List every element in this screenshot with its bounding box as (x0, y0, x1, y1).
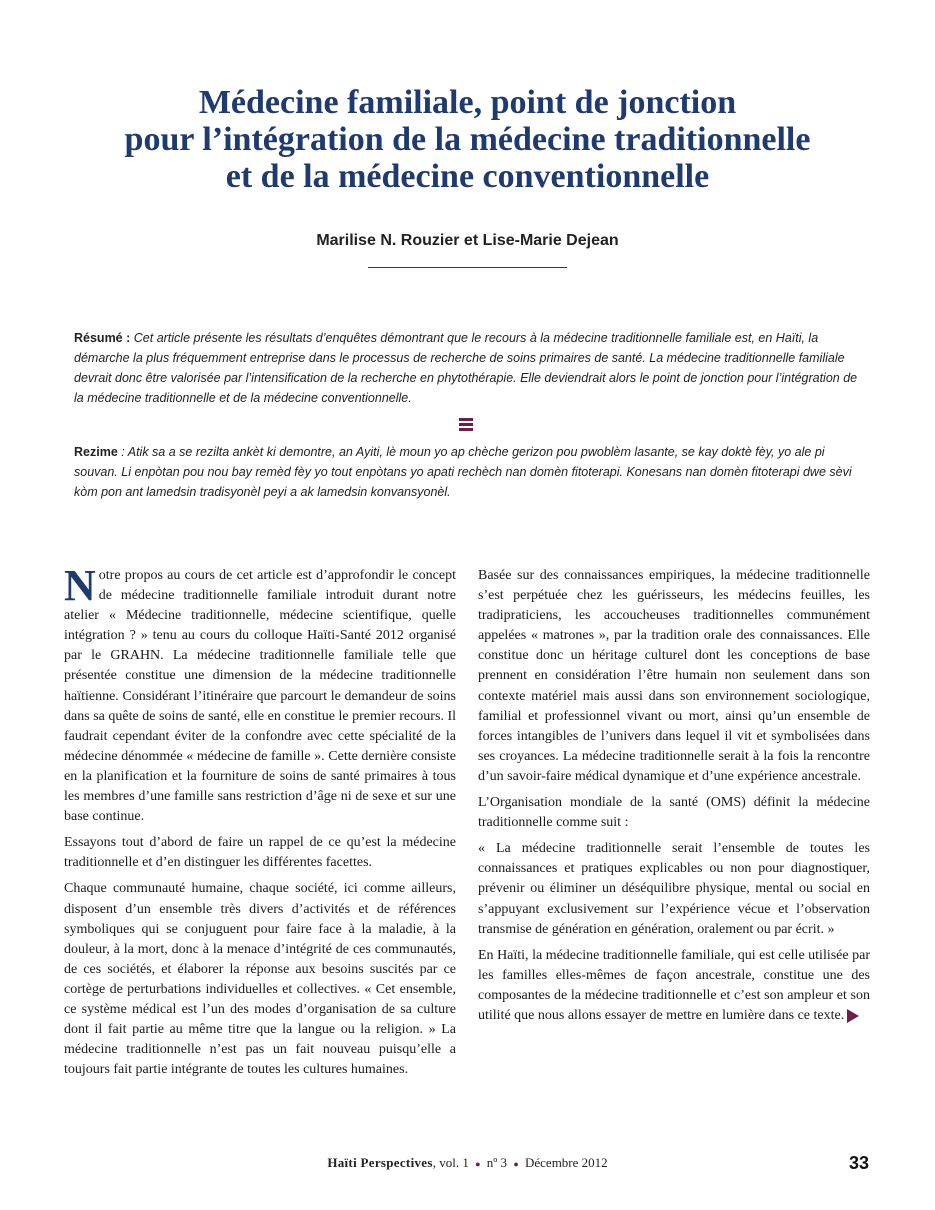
paragraph (478, 946, 870, 1026)
abstract-creole-text: : Atik sa a se rezilta ankèt ki demontre, an Ayiti, lè moun yo ap chèche gerizon pou pwoblèm lasante, se kay doktè fèy, yo ale pi souvan. Li enpòtan pou nou bay remèd fèy yo tout enpòtans yo apati rechèch nan domèn fitoterapi. Konesans nan domèn fitoterapi dwe sèvi kòm pon ant lamedsin tradisyonèl peyi a ak lamedsin konvansyonèl. (74, 445, 852, 499)
paragraph: Chaque communauté humaine, chaque société, ici comme ailleurs, disposent d’un ensemble très divers d’activités et de références symboliques qui se conjuguent pour faire face à la maladie, à la douleur, à la mort, donc à la menace d’intégrité de ces communautés, de ces sociétés, et élaborer la réponse aux besoins suscités par ce cortège de perturbations individuelles et collectives. « Cet ensemble, ce système médical est l’un des modes d’organisation de sa culture dont il fait partie au même titre que la langue ou la religion. » La médecine traditionnelle n’est pas un fait nouveau puisqu’elle a toujours fait partie intégrante de toutes les cultures humaines. (64, 881, 456, 1078)
drop-cap: N (64, 561, 96, 610)
paragraph: Basée sur des connaissances empiriques, la médecine traditionnelle s’est perpétuée chez les guérisseurs, les médecins feuilles, les tradipraticiens, les accoucheuses traditionnelles communément appelées « matrones », par la tradition orale des connaissances. Elle constitue donc un héritage culturel dont les conceptions de base prennent en considération l’être humain non seulement dans son contexte matériel mais aussi dans son environnement sociologique, familial et professionnel vivant ou mort, ainsi qu’un ensemble de forces intangibles de l’univers dans lequel il vit et symbolisées dans ses croyances. La médecine traditionnelle serait à la fois la rencontre d’un savoir-faire médical dynamique et d’une expérience ancestrale. (478, 568, 870, 784)
abstract-french-label: Résumé : (74, 331, 131, 345)
title-line: Médecine familiale, point de jonction (198, 84, 737, 121)
paragraph: Essayons tout d’abord de faire un rappel de ce qu’est la médecine traditionnelle et d’en distinguer les différentes facettes. (64, 835, 456, 871)
article-title (40, 84, 895, 195)
abstract-french (74, 328, 864, 408)
abstract-creole (74, 442, 864, 502)
paragraph: L’Organisation mondiale de la santé (OMS) définit la médecine traditionnelle comme suit : (478, 795, 870, 831)
paragraph-text: otre propos au cours de cet article est d’approfondir le concept de médecine traditionnelle familiale introduit durant notre atelier « Médecine traditionnelle, médecine scientifique, quelle intégration ? » tenu au cours du colloque Haïti-Santé 2012 organisé par le GRAHN. La médecine traditionnelle familiale telle que présentée constitue une dimension de la médecine traditionnelle haïtienne. Considérant l’itinéraire que parcourt le demandeur de soins dans sa quête de soins de santé, elle en constitue le premier recours. Il faudrait cependant éviter de la confondre avec cette spécialité de la médecine dénommée « médecine de famille ». Cette dernière consiste en la planification et la fourniture de soins de santé primaires à tous les membres d’une famille sans restriction d’âge ni de sexe et sur une base continue. (64, 568, 456, 825)
journal-volume: , vol. 1 (432, 1155, 469, 1170)
author-divider (368, 267, 567, 268)
bullet-icon: ● (475, 1159, 481, 1170)
bullet-icon: ● (513, 1159, 519, 1170)
paragraph-text: En Haïti, la médecine traditionnelle familiale, qui est celle utilisée par les familles elles-mêmes de façon ancestrale, constitue une des composantes de la médecine traditionnelle et c’est son ampleur et son utilité que nous allons essayer de mettre en lumière dans ce texte. (478, 947, 870, 1023)
right-column (478, 566, 870, 1032)
title-line: et de la médecine conventionnelle (225, 158, 710, 195)
page-footer (0, 1155, 935, 1171)
menu-bars-icon (459, 418, 473, 432)
abstract-french-text: Cet article présente les résultats d’enquêtes démontrant que le recours à la médecine traditionnelle familiale est, en Haïti, la démarche la plus fréquemment entreprise dans le processus de recherche de soins primaires de santé. La médecine traditionnelle familiale devrait donc être valorisée par l’intensification de la recherche en phytothérapie. Elle deviendrait alors le point de jonction pour l’intégration de la médecine traditionnelle et de la médecine conventionnelle. (74, 331, 858, 405)
page-number: 33 (848, 1153, 869, 1173)
journal-date: Décembre 2012 (525, 1155, 608, 1170)
authors: Marilise N. Rouzier et Lise-Marie Dejean (316, 232, 619, 249)
paragraph (64, 561, 456, 827)
paragraph: « La médecine traditionnelle serait l’ensemble de toutes les connaissances et pratiques explicables ou non pour diagnostiquer, prévenir ou éliminer un déséquilibre physique, mental ou social en s’appuyant exclusivement sur l’expérience vécue et l’observation transmise de génération en génération, oralement ou par écrit. » (478, 841, 870, 937)
journal-issue: nº 3 (486, 1155, 508, 1170)
left-column (64, 561, 456, 1086)
abstract-creole-label: Rezime (74, 445, 118, 459)
journal-name: Haïti Perspectives (327, 1155, 433, 1170)
title-line: pour l’intégration de la médecine traditionnelle (124, 121, 811, 158)
triangle-right-icon (847, 1009, 859, 1023)
